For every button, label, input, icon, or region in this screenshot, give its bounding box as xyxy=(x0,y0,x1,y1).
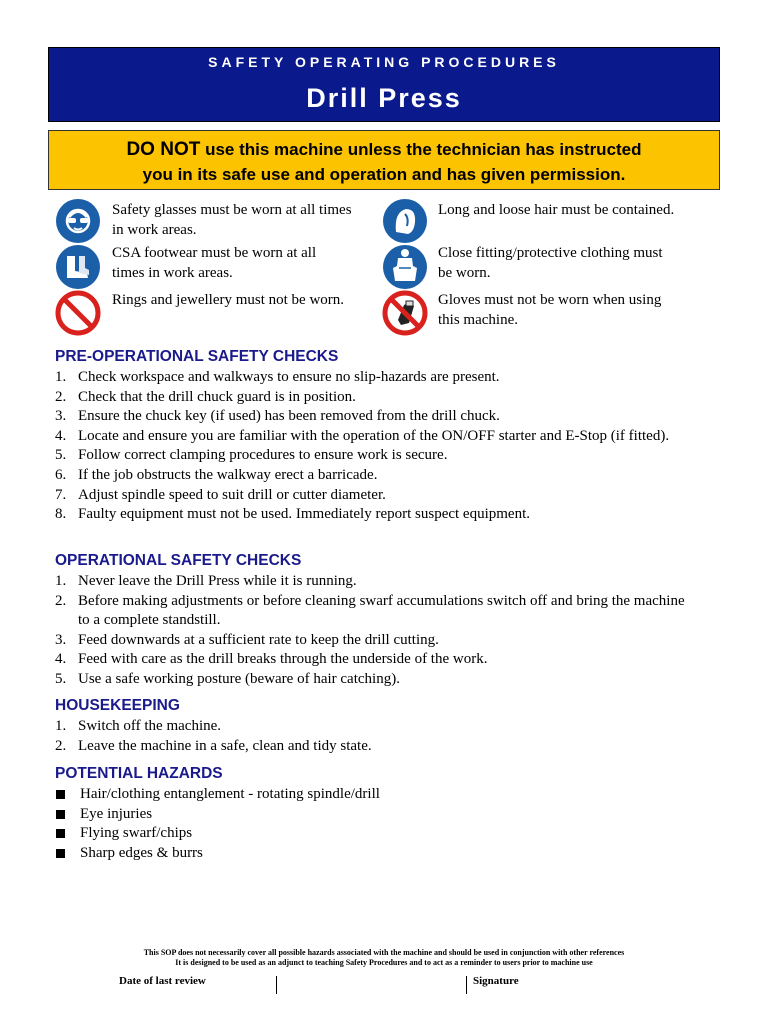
ppe-text-no-gloves: Gloves must not be worn when using this machine. xyxy=(438,292,662,328)
warning-line-1 xyxy=(49,137,719,162)
warning-line-2: you in its safe use and operation and has given permission. xyxy=(142,165,626,184)
header-supertitle: SAFETY OPERATING PROCEDURES xyxy=(208,54,560,70)
section-title-hazards: POTENTIAL HAZARDS xyxy=(55,765,223,782)
list-item: 3. Feed downwards at a sufficient rate to keep the drill cutting. xyxy=(55,631,439,648)
list-item: 8. Faulty equipment must not be used. Immediately report suspect equipment. xyxy=(55,506,530,523)
ppe-text-protective-clothing: Close fitting/protective clothing must be worn. xyxy=(438,245,663,281)
protective-apron-icon xyxy=(382,244,428,290)
ppe-text-long-hair: Long and loose hair must be contained. xyxy=(438,202,675,218)
list-item: 2. Check that the drill chuck guard is in position. xyxy=(55,388,356,405)
hazards-list xyxy=(55,785,380,863)
section-title-housekeeping: HOUSEKEEPING xyxy=(55,697,180,714)
list-item: 5. Follow correct clamping procedures to ensure work is secure. xyxy=(55,447,448,464)
safety-glasses-icon xyxy=(55,198,101,244)
page-title: Drill Press xyxy=(306,83,462,113)
list-item: 5. Use a safe working posture (beware of hair catching). xyxy=(55,670,400,687)
list-item: Hair/clothing entanglement - rotating spindle/drill xyxy=(55,785,380,805)
ppe-text-no-jewellery: Rings and jewellery must not be worn. xyxy=(112,292,345,308)
disclaimer-line-2: It is designed to be used as an adjunct to teaching Safety Procedures and to act as a reminder to users prior to machine use xyxy=(175,958,593,967)
ppe-text-safety-boots: CSA footwear must be worn at all times in work areas. xyxy=(112,245,317,281)
list-item: 1. Check workspace and walkways to ensure no slip-hazards are present. xyxy=(55,369,500,385)
list-item: 2. Before making adjustments or before cleaning swarf accumulations switch off and bring the machine to a complete standstill. xyxy=(55,592,685,629)
disclaimer-line-1: This SOP does not necessarily cover all possible hazards associated with the machine and should be used in conjunction with other references xyxy=(143,948,625,957)
list-item: 7. Adjust spindle speed to suit drill or cutter diameter. xyxy=(55,486,386,503)
no-rings-icon xyxy=(55,290,101,336)
pre-operational-list xyxy=(55,368,695,525)
list-item: 6. If the job obstructs the walkway erect a barricade. xyxy=(55,466,378,483)
list-item: 1. Never leave the Drill Press while it is running. xyxy=(55,573,357,589)
signature-field-divider xyxy=(466,976,467,994)
list-item: Flying swarf/chips xyxy=(55,824,380,844)
section-title-pre-operational: PRE-OPERATIONAL SAFETY CHECKS xyxy=(55,348,339,365)
section-title-operational: OPERATIONAL SAFETY CHECKS xyxy=(55,552,302,569)
housekeeping-list xyxy=(55,717,695,756)
list-item: 1. Switch off the machine. xyxy=(55,718,222,734)
review-date-label: Date of last review xyxy=(119,975,206,987)
long-hair-icon xyxy=(382,198,428,244)
review-date-field-divider xyxy=(276,976,277,994)
signature-label: Signature xyxy=(473,975,519,987)
list-item: 2. Leave the machine in a safe, clean and tidy state. xyxy=(55,737,372,754)
list-item: Sharp edges & burrs xyxy=(55,844,380,864)
disclaimer-note xyxy=(0,948,768,968)
list-item: 3. Ensure the chuck key (if used) has been removed from the drill chuck. xyxy=(55,408,500,425)
warning-emphasis: DO NOT xyxy=(126,139,201,160)
ppe-text-safety-glasses: Safety glasses must be worn at all times in work areas. xyxy=(112,202,352,238)
safety-boots-icon xyxy=(55,244,101,290)
operational-list xyxy=(55,572,695,690)
list-item: 4. Locate and ensure you are familiar with the operation of the ON/OFF starter and E-Stop (if fitted). xyxy=(55,427,670,444)
warning-banner xyxy=(48,130,720,190)
header-banner xyxy=(48,47,720,122)
list-item: Eye injuries xyxy=(55,805,380,825)
list-item: 4. Feed with care as the drill breaks through the underside of the work. xyxy=(55,651,488,668)
no-gloves-icon xyxy=(382,290,428,336)
warning-line-1-text: use this machine unless the technician has instructed xyxy=(200,140,642,159)
